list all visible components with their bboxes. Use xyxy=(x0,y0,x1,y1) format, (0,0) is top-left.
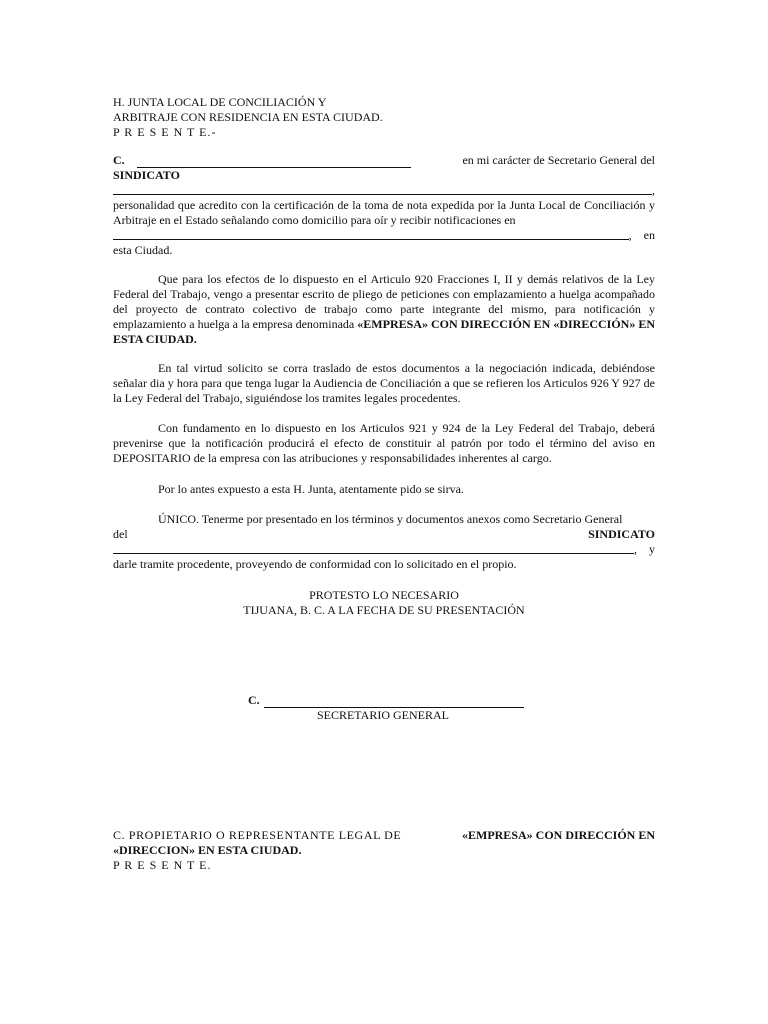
name-blank xyxy=(137,156,411,168)
intro-end: esta Ciudad. xyxy=(113,243,173,257)
y-text: , y xyxy=(634,542,655,556)
domicile-blank-line xyxy=(113,228,655,243)
c-label: C. xyxy=(113,153,125,167)
sindicato-blank-2 xyxy=(113,542,634,554)
unico-line: ÚNICO. Tenerme por presentado en los términos y documentos anexos como Secretario General xyxy=(158,512,623,526)
signature-blank xyxy=(264,696,524,708)
addressee-line-2: ARBITRAJE CON RESIDENCIA EN ESTA CIUDAD. xyxy=(113,110,383,124)
comma: , xyxy=(652,183,655,197)
direccion-city-text: «DIRECCION» EN ESTA CIUDAD. xyxy=(113,843,302,857)
domicile-blank xyxy=(113,228,629,240)
role-text: en mi carácter de Secretario General del xyxy=(462,153,655,167)
en-text: , en xyxy=(628,228,655,242)
intro-block xyxy=(113,153,655,258)
paragraph-4: Por lo antes expuesto a esta H. Junta, atentamente pido se sirva. xyxy=(158,482,464,496)
sindicato-label-2: SINDICATO xyxy=(588,527,655,541)
presente-text: P R E S E N T E. xyxy=(113,858,212,872)
sindicato-blank xyxy=(113,183,652,195)
sindicato-label: SINDICATO xyxy=(113,168,180,182)
signature-block xyxy=(248,693,528,723)
del-text: del xyxy=(113,527,128,541)
paragraph-1 xyxy=(113,272,655,347)
signature-c-label: C. xyxy=(248,693,260,707)
intro-text: personalidad que acredito con la certificación de la toma de nota expedida por la Junta Local de Conciliación y Arbitraje en el Estado señalando como domicilio para oír y recibir notificaciones en xyxy=(113,198,655,227)
second-line-1 xyxy=(113,828,655,843)
addressee-line-1: H. JUNTA LOCAL DE CONCILIACIÓN Y xyxy=(113,95,327,109)
addressee-line-3: P R E S E N T E.- xyxy=(113,125,217,139)
signature-line xyxy=(248,693,528,708)
signature-title: SECRETARIO GENERAL xyxy=(316,708,450,722)
second-addressee-block xyxy=(113,828,655,873)
paragraph-1-bold: «EMPRESA» CON DIRECCIÓN EN «DIRECCIÓN» EN ESTA CIUDAD. xyxy=(113,317,655,346)
protesto-text: PROTESTO LO NECESARIO xyxy=(309,588,459,602)
propietario-text: C. PROPIETARIO O REPRESENTANTE LEGAL DE xyxy=(113,828,402,842)
addressee-block xyxy=(113,95,655,140)
closing-block xyxy=(113,588,655,618)
paragraph-5-end: darle tramite procedente, proveyendo de conformidad con lo solicitado en el propio. xyxy=(113,557,517,571)
paragraph-5 xyxy=(113,512,655,572)
empresa-direccion-text: «EMPRESA» CON DIRECCIÓN EN xyxy=(461,828,655,842)
paragraph-2: En tal virtud solicito se corra traslado de estos documentos a la negociación indicada, debiéndose señalar dia y hora para que tenga lugar la Audiencia de Conciliación a que se refieren los Articulos 926 Y 927 de la Ley Federal del Trabajo, siguiéndose los tramites legales procedentes. xyxy=(113,361,655,405)
del-sindicato-line xyxy=(113,527,655,542)
sindicato-blank-line xyxy=(113,183,655,198)
intro-first-line xyxy=(113,153,655,168)
paragraph-1-text: Que para los efectos de lo dispuesto en el Articulo 920 Fracciones I, II y demás relativos de la Ley Federal del Trabajo, vengo a presentar escrito de pliego de peticiones con emplazamiento a huelga acompañado del proyecto de contrato colectivo de trabajo como parte integrante del mismo, para notificación y emplazamiento a huelga a la empresa denominada xyxy=(113,272,655,331)
paragraph-3: Con fundamento en lo dispuesto en los Articulos 921 y 924 de la Ley Federal del Trabajo, deberá prevenirse que la notificación producirá el efecto de constituir al patrón por todo el término del aviso en DEPOSITARIO de la empresa con las atribuciones y responsabilidades inherentes al cargo. xyxy=(113,421,655,465)
city-date-text: TIJUANA, B. C. A LA FECHA DE SU PRESENTACIÓN xyxy=(243,603,525,617)
sindicato-blank-line-2 xyxy=(113,542,655,557)
